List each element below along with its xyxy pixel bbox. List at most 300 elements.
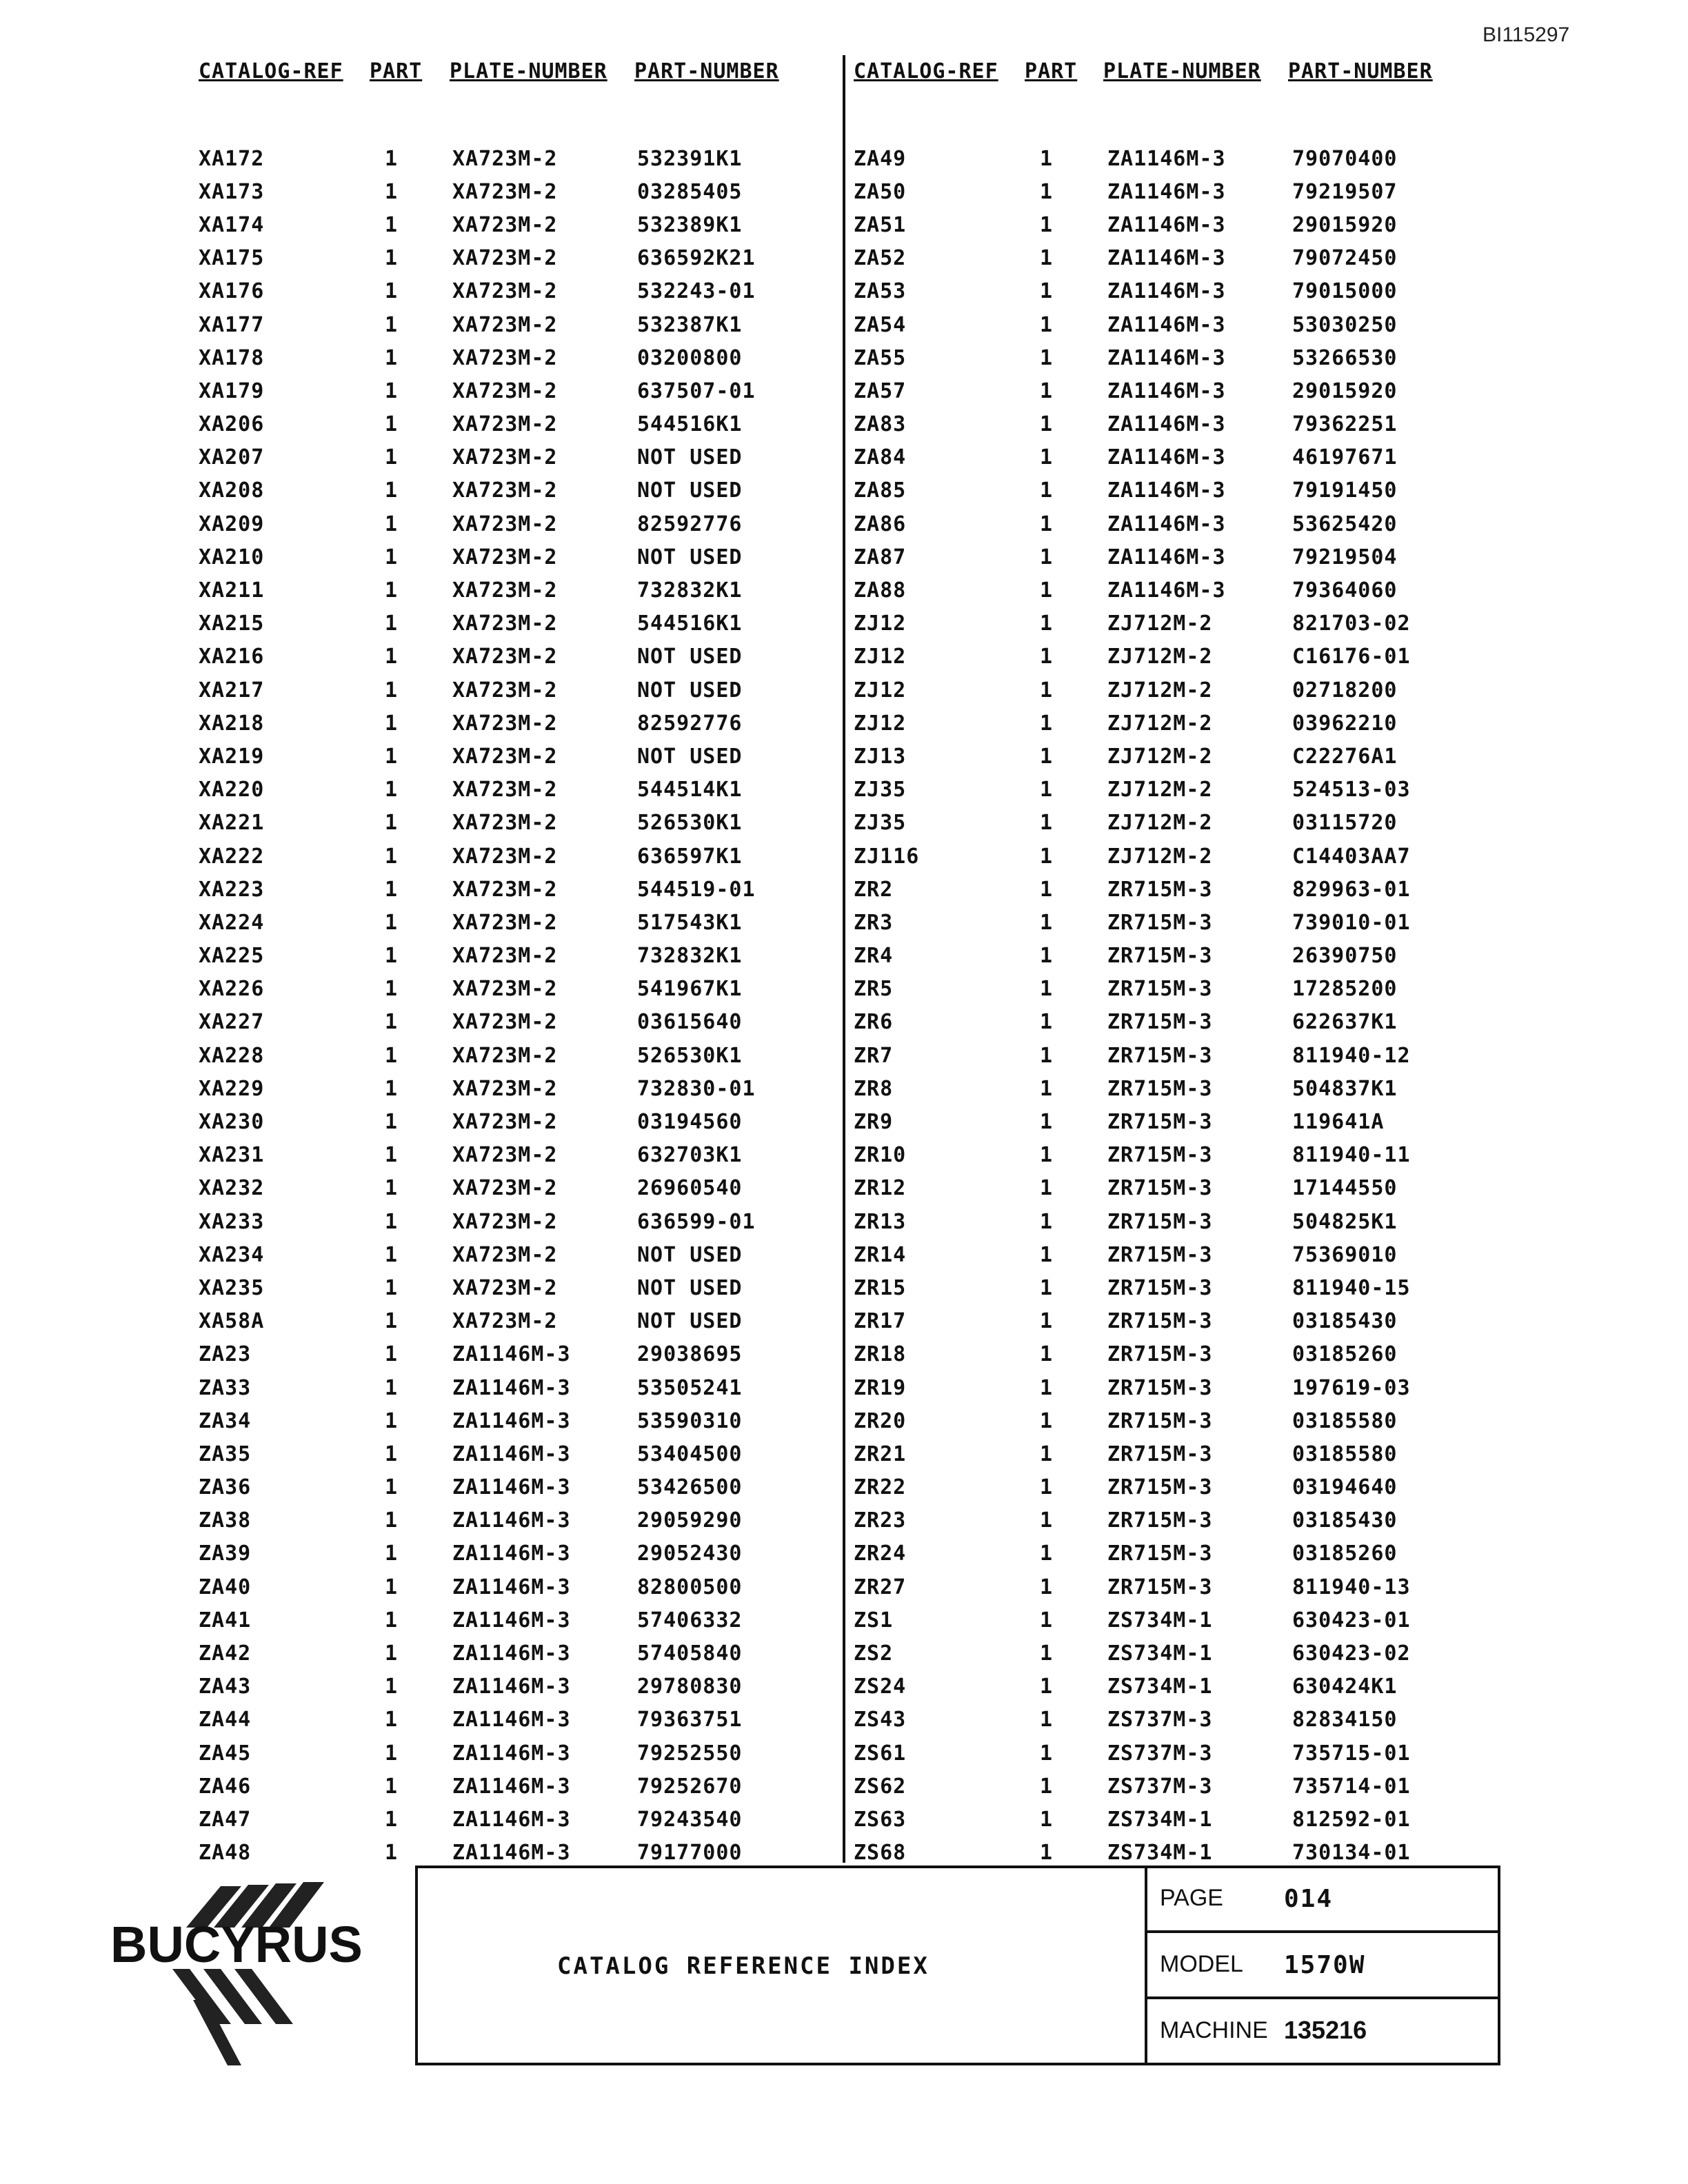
- part-cell: 1: [385, 246, 399, 271]
- table-row: [854, 1471, 1471, 1504]
- catalog-ref-cell: ZR3: [854, 910, 894, 935]
- part-cell: 1: [1040, 778, 1054, 802]
- part-cell: 1: [1040, 744, 1054, 769]
- part-number-cell: 03285405: [637, 179, 743, 204]
- catalog-ref-cell: ZA49: [854, 146, 907, 171]
- part-cell: 1: [385, 1641, 399, 1666]
- part-number-cell: 03115720: [1292, 811, 1398, 836]
- plate-number-cell: ZS734M-1: [1107, 1641, 1213, 1666]
- plate-number-cell: XA723M-2: [452, 478, 558, 503]
- part-cell: 1: [385, 711, 399, 736]
- header-plate-number-left: PLATE-NUMBER: [450, 59, 607, 83]
- plate-number-cell: XA723M-2: [452, 1043, 558, 1068]
- header-plate-number-right: PLATE-NUMBER: [1103, 59, 1261, 83]
- plate-number-cell: XA723M-2: [452, 578, 558, 603]
- catalog-ref-cell: XA173: [199, 179, 265, 204]
- part-cell: 1: [1040, 578, 1054, 603]
- part-number-cell: 622637K1: [1292, 1010, 1398, 1035]
- catalog-ref-cell: XA207: [199, 445, 265, 470]
- plate-number-cell: ZA1146M-3: [452, 1641, 571, 1666]
- catalog-ref-cell: XA178: [199, 345, 265, 370]
- part-cell: 1: [385, 1708, 399, 1732]
- part-number-cell: 526530K1: [637, 811, 743, 836]
- plate-number-cell: ZJ712M-2: [1107, 711, 1213, 736]
- part-cell: 1: [1040, 844, 1054, 869]
- catalog-ref-cell: XA233: [199, 1209, 265, 1234]
- catalog-ref-cell: ZJ116: [854, 844, 920, 869]
- catalog-ref-cell: ZR15: [854, 1275, 907, 1300]
- catalog-ref-cell: XA215: [199, 611, 265, 636]
- part-cell: 1: [385, 611, 399, 636]
- table-row: [854, 906, 1471, 939]
- part-number-cell: 532391K1: [637, 146, 743, 171]
- part-number-cell: C14403AA7: [1292, 844, 1411, 869]
- plate-number-cell: ZR715M-3: [1107, 910, 1213, 935]
- catalog-ref-cell: ZS24: [854, 1675, 907, 1699]
- catalog-ref-cell: XA208: [199, 478, 265, 503]
- catalog-ref-cell: XA221: [199, 811, 265, 836]
- catalog-ref-cell: ZR22: [854, 1475, 907, 1500]
- catalog-ref-cell: ZS1: [854, 1608, 894, 1632]
- part-number-cell: 811940-15: [1292, 1275, 1411, 1300]
- plate-number-cell: XA723M-2: [452, 844, 558, 869]
- catalog-ref-cell: ZR13: [854, 1209, 907, 1234]
- plate-number-cell: ZA1146M-3: [452, 1375, 571, 1400]
- part-cell: 1: [385, 578, 399, 603]
- table-row: [199, 607, 816, 640]
- catalog-ref-cell: ZS61: [854, 1741, 907, 1766]
- plate-number-cell: XA723M-2: [452, 1209, 558, 1234]
- catalog-ref-cell: ZS43: [854, 1708, 907, 1732]
- part-cell: 1: [385, 678, 399, 702]
- catalog-ref-cell: XA224: [199, 910, 265, 935]
- plate-number-cell: ZA1146M-3: [452, 1575, 571, 1599]
- part-number-cell: 197619-03: [1292, 1375, 1411, 1400]
- table-row: [199, 674, 816, 707]
- table-row: [199, 1205, 816, 1238]
- plate-number-cell: ZR715M-3: [1107, 1043, 1213, 1068]
- part-cell: 1: [1040, 1209, 1054, 1234]
- part-number-cell: NOT USED: [637, 1242, 743, 1267]
- part-cell: 1: [1040, 1841, 1054, 1866]
- part-number-cell: 544516K1: [637, 611, 743, 636]
- part-number-cell: 517543K1: [637, 910, 743, 935]
- part-cell: 1: [1040, 1076, 1054, 1101]
- table-row: [199, 408, 816, 441]
- plate-number-cell: ZA1146M-3: [452, 1708, 571, 1732]
- catalog-ref-cell: ZA52: [854, 246, 907, 271]
- plate-number-cell: XA723M-2: [452, 1076, 558, 1101]
- plate-number-cell: ZR715M-3: [1107, 1209, 1213, 1234]
- catalog-ref-cell: ZR23: [854, 1508, 907, 1533]
- plate-number-cell: ZR715M-3: [1107, 1342, 1213, 1367]
- part-number-cell: 82800500: [637, 1575, 743, 1599]
- table-row: [854, 1404, 1471, 1437]
- part-number-cell: 730134-01: [1292, 1841, 1411, 1866]
- part-number-cell: 03185260: [1292, 1342, 1398, 1367]
- part-cell: 1: [1040, 1010, 1054, 1035]
- table-row: [854, 1238, 1471, 1271]
- plate-number-cell: ZS734M-1: [1107, 1841, 1213, 1866]
- table-row: [199, 1570, 816, 1604]
- table-row: [854, 1338, 1471, 1371]
- plate-number-cell: XA723M-2: [452, 1309, 558, 1334]
- table-row: [199, 707, 816, 740]
- catalog-ref-cell: ZA88: [854, 578, 907, 603]
- table-row: [199, 1471, 816, 1504]
- plate-number-cell: XA723M-2: [452, 944, 558, 969]
- catalog-ref-cell: XA220: [199, 778, 265, 802]
- catalog-ref-cell: ZJ35: [854, 778, 907, 802]
- table-row: [199, 1238, 816, 1271]
- part-number-cell: NOT USED: [637, 1275, 743, 1300]
- document-id: BI115297: [1483, 23, 1570, 46]
- header-part-right: PART: [1025, 59, 1078, 83]
- table-row: [199, 1271, 816, 1304]
- plate-number-cell: XA723M-2: [452, 1242, 558, 1267]
- part-cell: 1: [1040, 1575, 1054, 1599]
- part-cell: 1: [385, 1841, 399, 1866]
- plate-number-cell: ZJ712M-2: [1107, 611, 1213, 636]
- table-row: [854, 674, 1471, 707]
- table-row: [854, 441, 1471, 474]
- part-number-cell: 29015920: [1292, 212, 1398, 237]
- plate-number-cell: ZJ712M-2: [1107, 678, 1213, 702]
- catalog-ref-cell: XA231: [199, 1143, 265, 1168]
- part-number-cell: 636597K1: [637, 844, 743, 869]
- catalog-ref-cell: ZA23: [199, 1342, 252, 1367]
- catalog-ref-cell: ZR21: [854, 1442, 907, 1466]
- part-cell: 1: [385, 1442, 399, 1466]
- part-number-cell: NOT USED: [637, 678, 743, 702]
- plate-number-cell: ZJ712M-2: [1107, 778, 1213, 802]
- part-number-cell: 82592776: [637, 711, 743, 736]
- plate-number-cell: ZS734M-1: [1107, 1608, 1213, 1632]
- part-cell: 1: [385, 345, 399, 370]
- part-cell: 1: [1040, 1442, 1054, 1466]
- table-row: [199, 1703, 816, 1737]
- table-row: [854, 1205, 1471, 1238]
- part-cell: 1: [385, 944, 399, 969]
- model-label: MODEL: [1160, 1951, 1243, 1977]
- table-row: [199, 308, 816, 341]
- header-catalog-ref-right: CATALOG-REF: [854, 59, 998, 83]
- plate-number-cell: ZA1146M-3: [452, 1442, 571, 1466]
- part-cell: 1: [1040, 279, 1054, 304]
- catalog-ref-cell: ZR5: [854, 977, 894, 1002]
- part-cell: 1: [385, 179, 399, 204]
- table-row: [854, 873, 1471, 906]
- header-part-number-left: PART-NUMBER: [634, 59, 779, 83]
- part-cell: 1: [1040, 711, 1054, 736]
- part-cell: 1: [1040, 1309, 1054, 1334]
- table-row: [854, 1803, 1471, 1836]
- table-row: [199, 873, 816, 906]
- part-cell: 1: [1040, 1741, 1054, 1766]
- part-cell: 1: [385, 1176, 399, 1201]
- part-cell: 1: [385, 1143, 399, 1168]
- plate-number-cell: ZA1146M-3: [1107, 179, 1226, 204]
- plate-number-cell: XA723M-2: [452, 877, 558, 902]
- catalog-ref-cell: ZR2: [854, 877, 894, 902]
- part-cell: 1: [385, 1807, 399, 1832]
- part-number-cell: 79364060: [1292, 578, 1398, 603]
- logo-wordmark: BUCYRUS: [110, 1916, 363, 1973]
- plate-number-cell: ZA1146M-3: [1107, 279, 1226, 304]
- part-number-cell: 03185580: [1292, 1442, 1398, 1466]
- part-number-cell: 03194560: [637, 1110, 743, 1135]
- part-number-cell: NOT USED: [637, 445, 743, 470]
- part-number-cell: 79070400: [1292, 146, 1398, 171]
- part-cell: 1: [385, 877, 399, 902]
- plate-number-cell: ZR715M-3: [1107, 877, 1213, 902]
- part-cell: 1: [385, 1110, 399, 1135]
- page-label: PAGE: [1160, 1885, 1223, 1911]
- part-cell: 1: [1040, 1675, 1054, 1699]
- catalog-ref-cell: ZA54: [854, 312, 907, 337]
- catalog-ref-cell: XA235: [199, 1275, 265, 1300]
- table-row: [199, 242, 816, 275]
- plate-number-cell: ZA1146M-3: [1107, 445, 1226, 470]
- part-number-cell: 811940-11: [1292, 1143, 1411, 1168]
- table-row: [199, 640, 816, 674]
- table-row: [199, 1803, 816, 1836]
- plate-number-cell: ZR715M-3: [1107, 1242, 1213, 1267]
- part-number-cell: NOT USED: [637, 1309, 743, 1334]
- catalog-ref-cell: ZA53: [854, 279, 907, 304]
- plate-number-cell: ZA1146M-3: [1107, 345, 1226, 370]
- header-part-number-right: PART-NUMBER: [1288, 59, 1433, 83]
- part-number-cell: 79243540: [637, 1807, 743, 1832]
- table-row: [199, 275, 816, 308]
- table-row: [854, 774, 1471, 807]
- catalog-ref-cell: ZA33: [199, 1375, 252, 1400]
- part-number-cell: NOT USED: [637, 478, 743, 503]
- plate-number-cell: ZR715M-3: [1107, 944, 1213, 969]
- part-cell: 1: [1040, 611, 1054, 636]
- part-cell: 1: [1040, 645, 1054, 669]
- table-row: [854, 1371, 1471, 1404]
- plate-number-cell: XA723M-2: [452, 1143, 558, 1168]
- column-divider: [843, 55, 845, 1863]
- plate-number-cell: XA723M-2: [452, 212, 558, 237]
- header-catalog-ref-left: CATALOG-REF: [199, 59, 343, 83]
- part-cell: 1: [385, 744, 399, 769]
- part-number-cell: 46197671: [1292, 445, 1398, 470]
- part-number-cell: 79252670: [637, 1774, 743, 1799]
- part-cell: 1: [1040, 1110, 1054, 1135]
- part-cell: 1: [1040, 1342, 1054, 1367]
- catalog-ref-cell: ZJ12: [854, 711, 907, 736]
- part-cell: 1: [385, 1076, 399, 1101]
- part-number-cell: 504837K1: [1292, 1076, 1398, 1101]
- plate-number-cell: ZJ712M-2: [1107, 744, 1213, 769]
- plate-number-cell: XA723M-2: [452, 345, 558, 370]
- part-cell: 1: [1040, 811, 1054, 836]
- part-cell: 1: [1040, 1641, 1054, 1666]
- plate-number-cell: ZA1146M-3: [1107, 578, 1226, 603]
- table-row: [854, 308, 1471, 341]
- plate-number-cell: ZR715M-3: [1107, 1442, 1213, 1466]
- plate-number-cell: XA723M-2: [452, 778, 558, 802]
- left-parts-table: [199, 142, 816, 1870]
- catalog-ref-cell: XA216: [199, 645, 265, 669]
- part-number-cell: 29038695: [637, 1342, 743, 1367]
- bucyrus-logo: [103, 1872, 400, 2072]
- catalog-ref-cell: XA218: [199, 711, 265, 736]
- part-cell: 1: [385, 778, 399, 802]
- part-cell: 1: [1040, 1608, 1054, 1632]
- catalog-ref-cell: XA223: [199, 877, 265, 902]
- plate-number-cell: XA723M-2: [452, 744, 558, 769]
- plate-number-cell: XA723M-2: [452, 378, 558, 403]
- plate-number-cell: ZR715M-3: [1107, 1110, 1213, 1135]
- table-row: [199, 142, 816, 175]
- table-row: [854, 1703, 1471, 1737]
- part-number-cell: 630423-01: [1292, 1608, 1411, 1632]
- catalog-ref-cell: ZJ12: [854, 678, 907, 702]
- catalog-ref-cell: XA174: [199, 212, 265, 237]
- part-number-cell: NOT USED: [637, 645, 743, 669]
- table-row: [199, 1105, 816, 1138]
- plate-number-cell: ZA1146M-3: [452, 1475, 571, 1500]
- plate-number-cell: ZA1146M-3: [1107, 478, 1226, 503]
- part-cell: 1: [1040, 378, 1054, 403]
- catalog-ref-cell: ZA43: [199, 1675, 252, 1699]
- part-cell: 1: [385, 1209, 399, 1234]
- catalog-ref-cell: ZA55: [854, 345, 907, 370]
- part-number-cell: 532243-01: [637, 279, 756, 304]
- table-row: [854, 1437, 1471, 1470]
- right-parts-table: [854, 142, 1471, 1870]
- part-number-cell: 82834150: [1292, 1708, 1398, 1732]
- part-cell: 1: [1040, 179, 1054, 204]
- part-number-cell: 53590310: [637, 1408, 743, 1433]
- plate-number-cell: XA723M-2: [452, 711, 558, 736]
- catalog-ref-cell: XA219: [199, 744, 265, 769]
- plate-number-cell: XA723M-2: [452, 645, 558, 669]
- plate-number-cell: ZR715M-3: [1107, 1143, 1213, 1168]
- part-number-cell: 636599-01: [637, 1209, 756, 1234]
- part-cell: 1: [1040, 877, 1054, 902]
- machine-value: 135216: [1284, 2016, 1367, 2044]
- part-number-cell: 29052430: [637, 1541, 743, 1566]
- plate-number-cell: XA723M-2: [452, 445, 558, 470]
- catalog-ref-cell: ZA87: [854, 545, 907, 569]
- plate-number-cell: XA723M-2: [452, 312, 558, 337]
- table-row: [199, 1670, 816, 1703]
- table-row: [854, 940, 1471, 973]
- catalog-ref-cell: ZA86: [854, 512, 907, 536]
- plate-number-cell: XA723M-2: [452, 611, 558, 636]
- table-row: [854, 1139, 1471, 1172]
- part-cell: 1: [385, 1242, 399, 1267]
- table-row: [854, 840, 1471, 873]
- part-cell: 1: [1040, 146, 1054, 171]
- part-cell: 1: [1040, 1774, 1054, 1799]
- catalog-ref-cell: XA232: [199, 1176, 265, 1201]
- part-cell: 1: [385, 1375, 399, 1400]
- part-number-cell: 79219507: [1292, 179, 1398, 204]
- part-number-cell: 53625420: [1292, 512, 1398, 536]
- plate-number-cell: ZR715M-3: [1107, 1010, 1213, 1035]
- part-number-cell: NOT USED: [637, 545, 743, 569]
- table-row: [854, 1670, 1471, 1703]
- table-row: [199, 906, 816, 939]
- part-number-cell: 29780830: [637, 1675, 743, 1699]
- part-cell: 1: [385, 545, 399, 569]
- part-number-cell: 732830-01: [637, 1076, 756, 1101]
- part-cell: 1: [1040, 512, 1054, 536]
- catalog-ref-cell: ZA42: [199, 1641, 252, 1666]
- part-number-cell: 79219504: [1292, 545, 1398, 569]
- part-number-cell: 03615640: [637, 1010, 743, 1035]
- part-number-cell: 79177000: [637, 1841, 743, 1866]
- part-cell: 1: [1040, 212, 1054, 237]
- part-cell: 1: [385, 279, 399, 304]
- table-row: [199, 341, 816, 374]
- plate-number-cell: ZA1146M-3: [1107, 512, 1226, 536]
- table-row: [199, 1537, 816, 1570]
- part-number-cell: 26960540: [637, 1176, 743, 1201]
- table-row: [854, 540, 1471, 574]
- catalog-ref-cell: XA211: [199, 578, 265, 603]
- catalog-ref-cell: XA225: [199, 944, 265, 969]
- part-number-cell: 79252550: [637, 1741, 743, 1766]
- part-number-cell: 29015920: [1292, 378, 1398, 403]
- table-row: [854, 1770, 1471, 1803]
- part-cell: 1: [1040, 1708, 1054, 1732]
- part-number-cell: 544514K1: [637, 778, 743, 802]
- plate-number-cell: XA723M-2: [452, 146, 558, 171]
- plate-number-cell: ZR715M-3: [1107, 1408, 1213, 1433]
- catalog-ref-cell: ZJ13: [854, 744, 907, 769]
- part-number-cell: 53505241: [637, 1375, 743, 1400]
- part-cell: 1: [1040, 412, 1054, 437]
- part-cell: 1: [385, 1741, 399, 1766]
- catalog-ref-cell: ZS63: [854, 1807, 907, 1832]
- part-number-cell: 03185260: [1292, 1541, 1398, 1566]
- catalog-ref-cell: ZA48: [199, 1841, 252, 1866]
- plate-number-cell: ZR715M-3: [1107, 1309, 1213, 1334]
- table-row: [199, 474, 816, 507]
- catalog-ref-cell: ZR17: [854, 1309, 907, 1334]
- catalog-ref-cell: XA176: [199, 279, 265, 304]
- table-row: [199, 540, 816, 574]
- table-row: [854, 208, 1471, 241]
- part-number-cell: 632703K1: [637, 1143, 743, 1168]
- catalog-ref-cell: ZA35: [199, 1442, 252, 1466]
- catalog-ref-cell: ZR8: [854, 1076, 894, 1101]
- title-block-divider: [1145, 1866, 1147, 2065]
- document-title: CATALOG REFERENCE INDEX: [557, 1952, 930, 1980]
- part-number-cell: 02718200: [1292, 678, 1398, 702]
- table-row: [199, 1837, 816, 1870]
- part-cell: 1: [385, 811, 399, 836]
- plate-number-cell: XA723M-2: [452, 179, 558, 204]
- plate-number-cell: ZA1146M-3: [1107, 378, 1226, 403]
- table-row: [199, 1006, 816, 1039]
- plate-number-cell: ZR715M-3: [1107, 1541, 1213, 1566]
- part-cell: 1: [1040, 312, 1054, 337]
- plate-number-cell: XA723M-2: [452, 1010, 558, 1035]
- table-row: [199, 1172, 816, 1205]
- part-cell: 1: [385, 1043, 399, 1068]
- catalog-ref-cell: XA229: [199, 1076, 265, 1101]
- table-row: [854, 1837, 1471, 1870]
- plate-number-cell: ZA1146M-3: [452, 1841, 571, 1866]
- part-cell: 1: [1040, 1242, 1054, 1267]
